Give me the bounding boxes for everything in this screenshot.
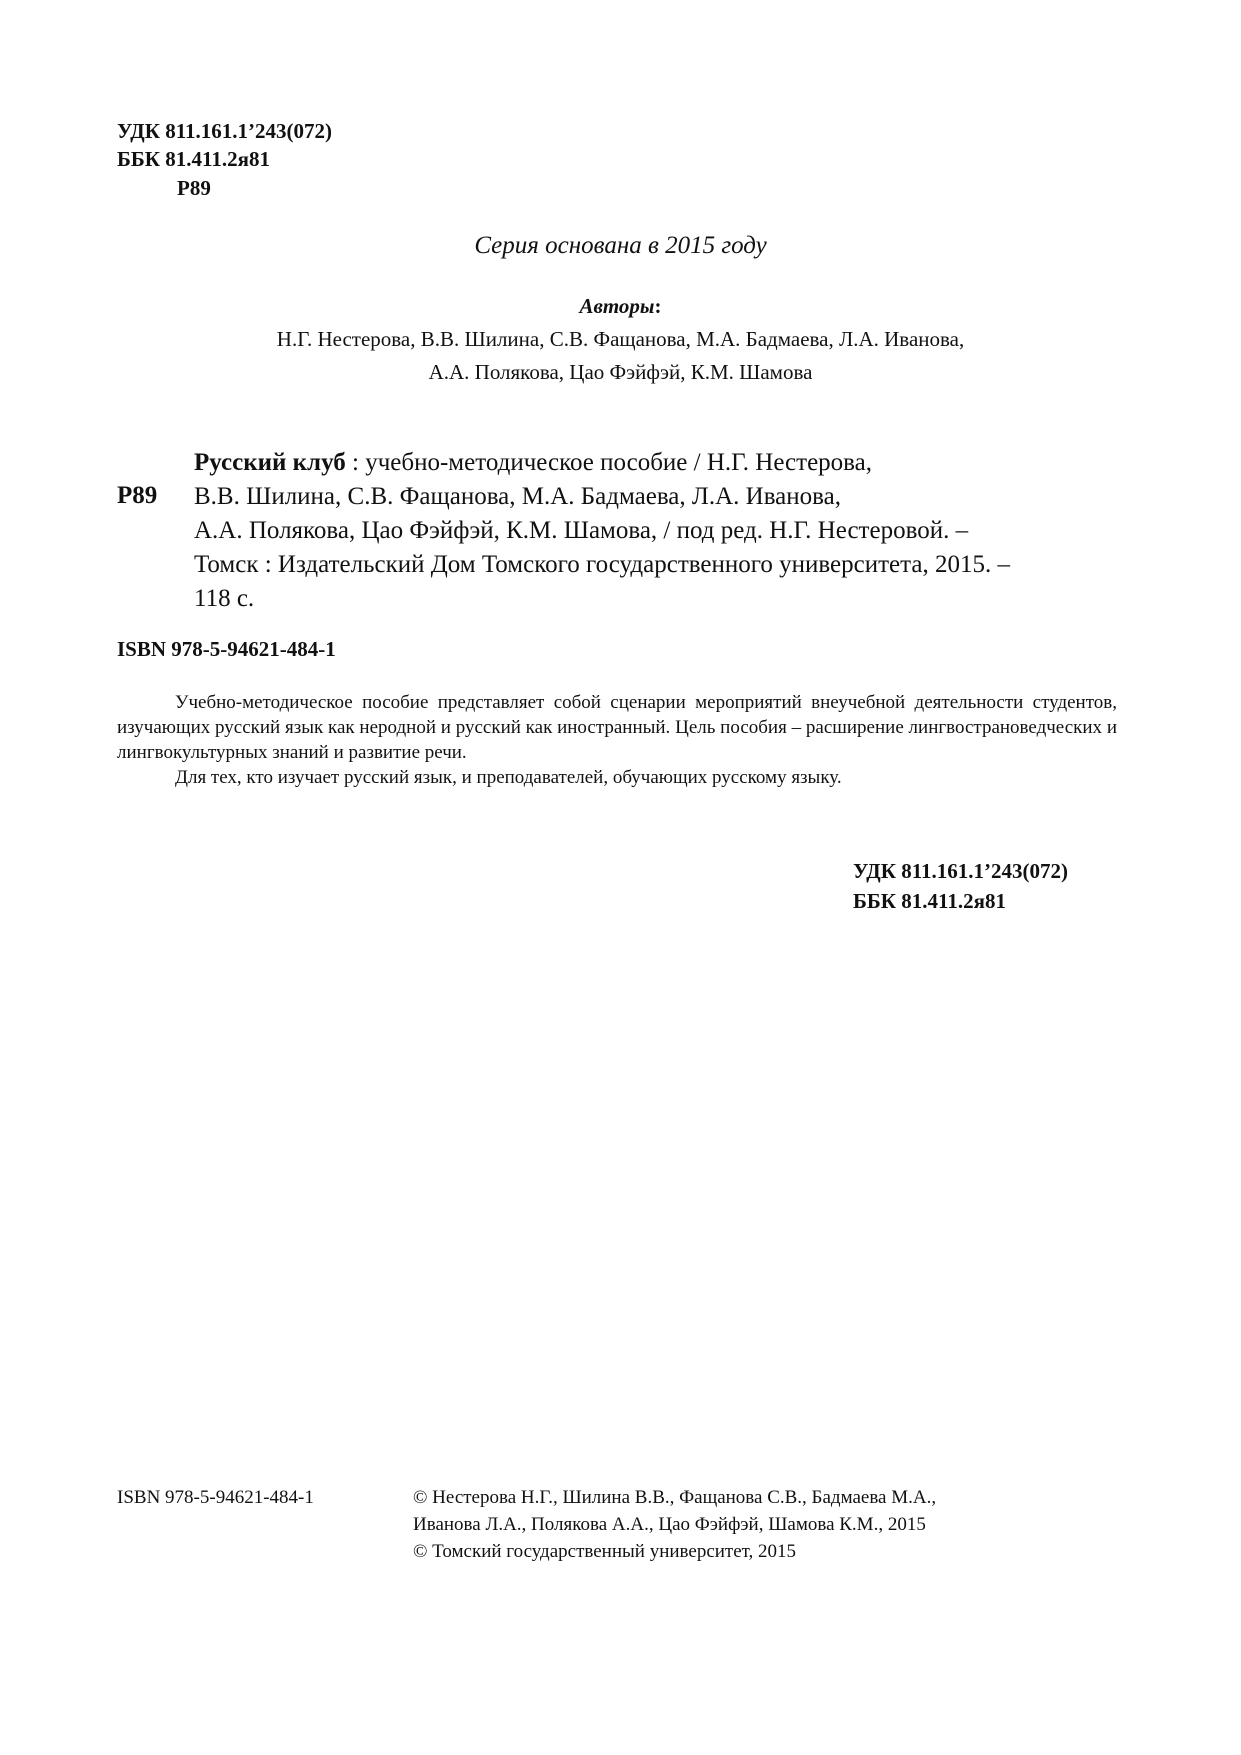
book-title: Русский клуб [194, 449, 346, 476]
bib-line-4: Томск : Издательский Дом Томского государственного университета, 2015. – [194, 551, 1010, 578]
authors-block [0, 290, 1241, 389]
authors-heading [0, 290, 1241, 323]
bibliographic-description [194, 446, 1010, 616]
bbk-code-bottom: ББК 81.411.2я81 [853, 889, 1006, 913]
bib-line-3: А.А. Полякова, Цао Фэйфэй, К.М. Шамова, / под ред. Н.Г. Нестеровой. – [194, 517, 969, 544]
annotation [117, 690, 1117, 790]
copyright-line-2: Иванова Л.А., Полякова А.А., Цао Фэйфэй, Шамова К.М., 2015 [413, 1514, 926, 1535]
author-mark-side: Р89 [117, 482, 158, 509]
author-mark-top: Р89 [177, 176, 211, 200]
bib-line-1 [194, 446, 1010, 480]
annotation-paragraph-2: Для тех, кто изучает русский язык, и преподавателей, обучающих русскому языку. [175, 767, 842, 788]
bib-line-2: В.В. Шилина, С.В. Фащанова, М.А. Бадмаева, Л.А. Иванова, [194, 483, 841, 510]
authors-title: Авторы [579, 294, 655, 318]
series-note: Серия основана в 2015 году [474, 232, 767, 259]
copyright-line-3: © Томский государственный университет, 2015 [413, 1541, 797, 1562]
authors-line-1: Н.Г. Нестерова, В.В. Шилина, С.В. Фащанова, М.А. Бадмаева, Л.А. Иванова, [276, 327, 965, 351]
authors-colon: : [654, 294, 662, 318]
isbn-main: ISBN 978-5-94621-484-1 [117, 637, 336, 661]
copyright-line-1: © Нестерова Н.Г., Шилина В.В., Фащанова С.В., Бадмаева М.А., [413, 1487, 937, 1508]
bib-line-5: 118 с. [194, 585, 255, 612]
isbn-footer: ISBN 978-5-94621-484-1 [117, 1487, 314, 1508]
authors-line-2: А.А. Полякова, Цао Фэйфэй, К.М. Шамова [428, 360, 813, 384]
udk-code-top: УДК 811.161.1’243(072) [117, 119, 333, 143]
bib-line-1-rest: : учебно-методическое пособие / Н.Г. Нестерова, [345, 449, 872, 476]
copyright-block [413, 1484, 936, 1565]
bbk-code-top: ББК 81.411.2я81 [117, 147, 270, 171]
annotation-paragraph-1: Учебно-методическое пособие представляет собой сценарии мероприятий внеучебной деятельности студентов, изучающих русский язык как неродной и русский как иностранный. Цель пособия – расширение лингвострановедческих и лингвокультурных знаний и развитие речи. [117, 692, 1117, 763]
udk-code-bottom: УДК 811.161.1’243(072) [853, 859, 1069, 883]
